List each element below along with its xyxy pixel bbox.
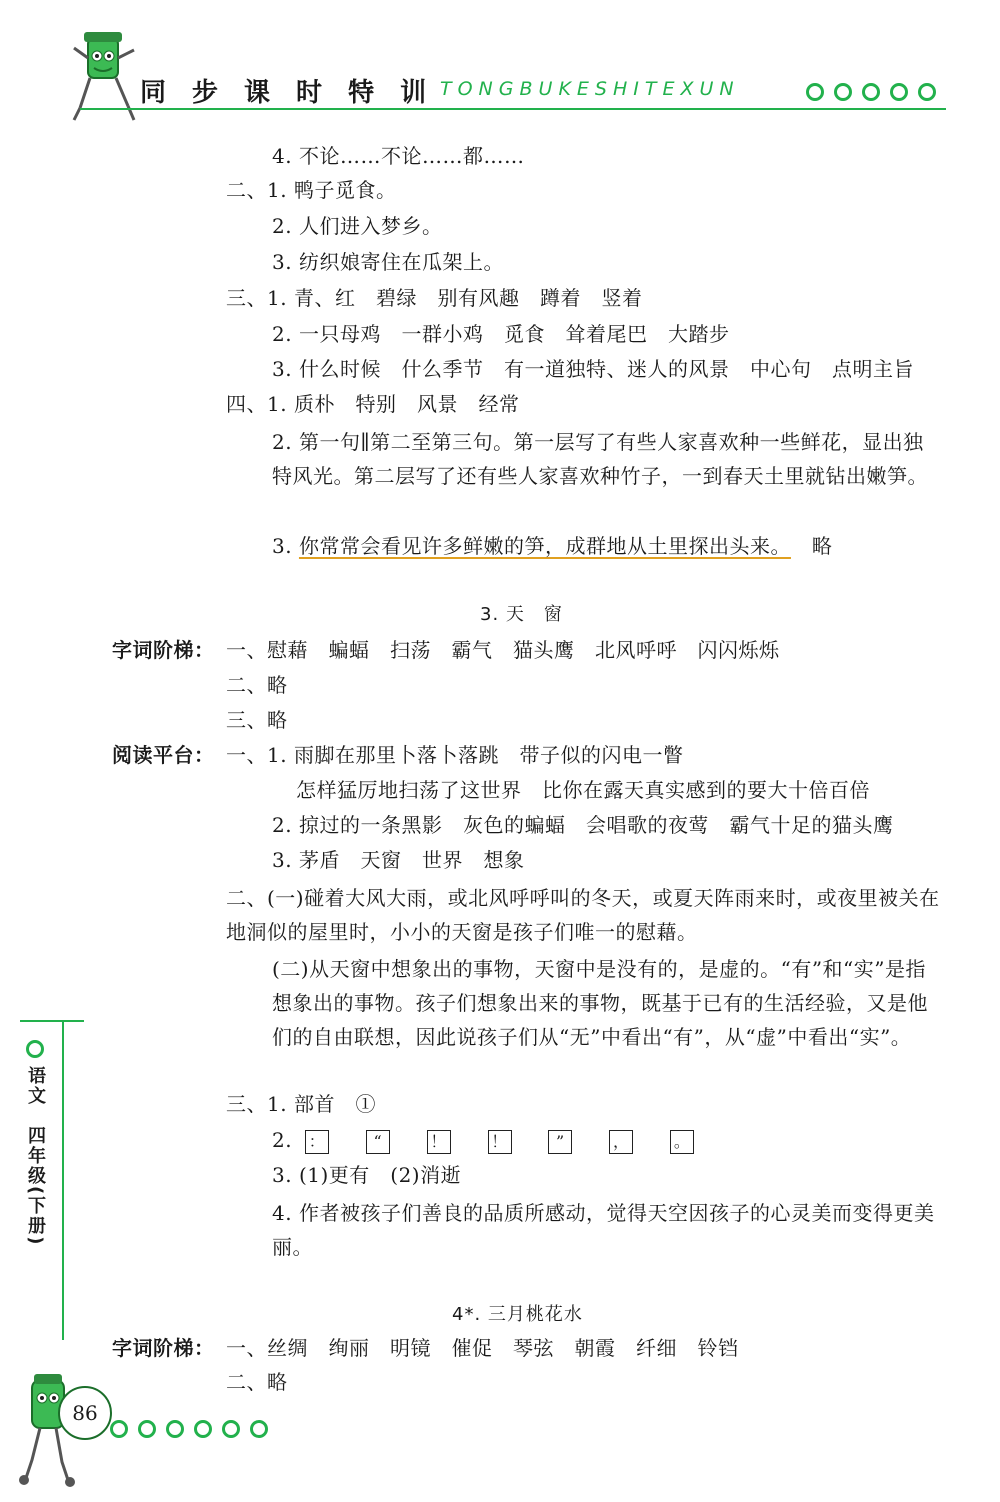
- answer-paragraph: (二)从天窗中想象出的事物，天窗中是没有的，是虚的。“有”和“实”是指想象出的事物。孩子们想象出来的事物，既基于已有的生活经验，又是他们的自由联想，因此说孩子们从“无”中看出“有”，从“虚”中看出“实”。: [272, 957, 928, 1049]
- answer-number: 2.: [272, 1128, 293, 1152]
- answer-number: 3.: [272, 534, 293, 558]
- page-number: 86: [72, 1401, 98, 1425]
- header-title-char: 训: [400, 78, 427, 108]
- answer-line: 3. (1)更有 (2)消逝: [272, 1163, 462, 1187]
- punctuation-boxes-line: [272, 1126, 724, 1154]
- circle-icon: [834, 83, 852, 101]
- answer-line: 怎样猛厉地扫荡了这世界 比你在露天真实感到的要大十倍百倍: [296, 778, 870, 802]
- answer-paragraph: 二、(一)碰着大风大雨，或北风呼呼叫的冬天，或夏天阵雨来时，或夜里被关在地洞似的屋里时，小小的天窗是孩子们唯一的慰藉。: [226, 886, 940, 944]
- category-label: 字词阶梯：: [112, 1336, 215, 1360]
- underlined-sentence: 你常常会看见许多鲜嫩的笋，成群地从土里探出头来。: [298, 534, 791, 558]
- sidebar-rule: [62, 1020, 64, 1340]
- circle-icon: [862, 83, 880, 101]
- answer-line: 三、1. 部首 ①: [226, 1092, 376, 1116]
- answer-line: 一、1. 雨脚在那里卜落卜落跳 带子似的闪电一瞥: [226, 743, 684, 767]
- mascot-logo: [70, 28, 140, 128]
- circle-icon: [250, 1420, 268, 1438]
- page-number-badge: [58, 1386, 112, 1440]
- category-label: 字词阶梯：: [112, 638, 215, 662]
- header-rule: [80, 108, 946, 110]
- answer-line: 三、略: [226, 708, 288, 732]
- punctuation-box: ！: [488, 1130, 512, 1154]
- answer-line: 2. 掠过的一条黑影 灰色的蝙蝠 会唱歌的夜莺 霸气十足的猫头鹰: [272, 813, 894, 837]
- circle-icon: [26, 1040, 44, 1058]
- answer-line: 二、略: [226, 1370, 288, 1394]
- punctuation-box: ，: [609, 1130, 633, 1154]
- answer-line: 3. 什么时候 什么季节 有一道独特、迷人的风景 中心句 点明主旨: [272, 357, 914, 381]
- punctuation-box: ！: [427, 1130, 451, 1154]
- answer-line: 一、慰藉 蝙蝠 扫荡 霸气 猫头鹰 北风呼呼 闪闪烁烁: [226, 638, 780, 662]
- header-title-char: 步: [192, 78, 219, 108]
- circle-icon: [138, 1420, 156, 1438]
- header-pinyin: TONGBUKESHITEXUN: [440, 78, 740, 100]
- answer-line: 4. 不论……不论……都……: [272, 144, 525, 168]
- header-title-char: 同: [140, 78, 167, 108]
- answer-line: 二、略: [226, 673, 288, 697]
- sidebar-vertical-label: 语文 四年级(下册): [25, 1066, 46, 1247]
- circle-icon: [806, 83, 824, 101]
- answer-paragraph: 2. 第一句∥第二至第三句。第一层写了有些人家喜欢种一些鲜花，显出独特风光。第二层写了还有些人家喜欢种竹子，一到春天土里就钻出嫩笋。: [272, 430, 928, 488]
- circle-icon: [890, 83, 908, 101]
- punctuation-box: 。: [670, 1130, 694, 1154]
- answer-line: [272, 532, 832, 560]
- header-title-char: 课: [244, 78, 271, 108]
- circle-icon: [110, 1420, 128, 1438]
- section-title: 4*. 三月桃花水: [452, 1304, 583, 1325]
- answer-line: 2. 一只母鸡 一群小鸡 觅食 耸着尾巴 大踏步: [272, 322, 730, 346]
- answer-paragraph: 4. 作者被孩子们善良的品质所感动，觉得天空因孩子的心灵美而变得更美丽。: [272, 1201, 935, 1259]
- answer-line: 一、丝绸 绚丽 明镜 催促 琴弦 朝霞 纤细 铃铛: [226, 1336, 739, 1360]
- circle-icon: [194, 1420, 212, 1438]
- answer-line: 三、1. 青、红 碧绿 别有风趣 蹲着 竖着: [226, 286, 643, 310]
- answer-line: 3. 茅盾 天窗 世界 想象: [272, 848, 525, 872]
- punctuation-box: ”: [548, 1130, 572, 1154]
- answer-line: 3. 纺织娘寄住在瓜架上。: [272, 250, 504, 274]
- section-title: 3. 天 窗: [480, 604, 563, 625]
- circle-icon: [166, 1420, 184, 1438]
- circle-icon: [918, 83, 936, 101]
- answer-line: 四、1. 质朴 特别 风景 经常: [226, 392, 520, 416]
- answer-line: 二、1. 鸭子觅食。: [226, 178, 397, 202]
- header-title: [140, 72, 426, 108]
- category-label: 阅读平台：: [112, 743, 215, 767]
- circle-icon: [222, 1420, 240, 1438]
- punctuation-box: “: [366, 1130, 390, 1154]
- header-title-char: 特: [348, 78, 375, 108]
- answer-line: 2. 人们进入梦乡。: [272, 214, 443, 238]
- header-title-char: 时: [296, 78, 323, 108]
- sidebar-rule-top: [20, 1020, 84, 1022]
- punctuation-box: ：: [305, 1130, 329, 1154]
- answer-tail: 略: [811, 534, 833, 558]
